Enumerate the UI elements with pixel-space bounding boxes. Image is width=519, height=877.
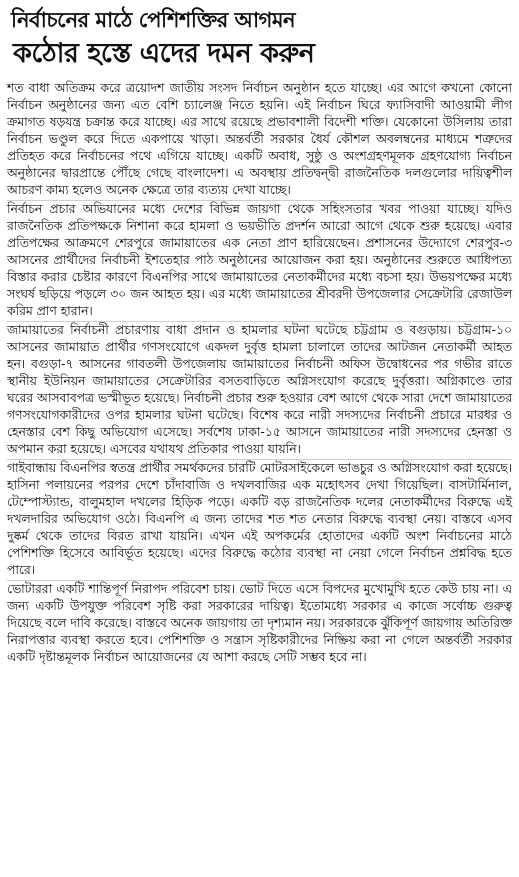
article-kicker: নির্বাচনের মাঠে পেশিশক্তির আগমন	[11, 8, 296, 32]
article-paragraph: নির্বাচন প্রচার অভিযানের মধ্যে দেশের বিভিন্ন জায়গা থেকে সহিংসতার খবর পাওয়া যাচ্ছে। যদিও রাজনৈতিক প্রতিপক্ষকে নিশানা করে হামলা ও ভয়ভীতি প্রদর্শন আরো আগে থেকে শুরু হয়েছে। এবার প্রতিপক্ষের আক্রমণে শেরপুরে জামায়াতের এক নেতা প্রাণ হারিয়েছেন। প্রশাসনের উদ্যোগে শেরপুর-৩ আসনের প্রার্থীদের নির্বাচনী ইশতেহার পাঠ অনুষ্ঠানের আয়োজন করা হয়। অনুষ্ঠানের শুরুতে আধিপত্য বিস্তার করার চেষ্টার কারণে বিএনপির সাথে জামায়াতের নেতাকর্মীদের মধ্যে বচসা হয়। উভয়পক্ষের মধ্যে সংঘর্ষ ছড়িয়ে পড়লে ৩০ জন আহত হয়। এর মধ্যে জামায়াতের শ্রীবরদী উপজেলার সেক্রেটারি রেজাউল করিম প্রাণ হারান।	[7, 202, 512, 318]
article-paragraph: শত বাধা অতিক্রম করে ত্রয়োদশ জাতীয় সংসদ নির্বাচন অনুষ্ঠান হতে যাচ্ছে। এর আগে কখনো কোনো নির্বাচন অনুষ্ঠানের জন্য এত বেশি চ্যালেঞ্জ নিতে হয়নি। এই নির্বাচন ঘিরে ফ্যাসিবাদী আওয়ামী লীগ ক্রমাগত ষড়যন্ত্র চক্রান্ত করে যাচ্ছে। এর সাথে রয়েছে প্রভাবশালী বিদেশী শক্তি। যেকোনো উসিলায় তারা নির্বাচন ভণ্ডুল করে দিতে একপায়ে খাড়া। অন্তর্বর্তী সরকার ধৈর্য কৌশল অবলম্বনের মাধ্যমে শত্রুদের প্রতিহত করে নির্বাচনের পথে এগিয়ে যাচ্ছে। একটি অবাধ, সুষ্ঠু ও অংশগ্রহণমূলক গ্রহণযোগ্য নির্বাচন অনুষ্ঠানের দ্বারপ্রান্তে পৌঁছে গেছে বাংলাদেশ। এ অবস্থায় প্রতিদ্বন্দ্বী রাজনৈতিক দলগুলোর দায়িত্বশীল আচরণ কাম্য হলেও অনেক ক্ষেত্রে তার ব্যত্যয় দেখা যাচ্ছে।	[7, 81, 512, 197]
article-paragraph: গাইবান্ধায় বিএনপির স্বতন্ত্র প্রার্থীর সমর্থকদের চারটি মোটরসাইকেলে ভাঙচুর ও অগ্নিসংযোগ করা হয়েছে। হাসিনা পলায়নের পরপর দেশে চাঁদাবাজি ও দখলবাজির এক মহোৎসব দেখা গিয়েছিল। বাসটার্মিনাল, টেম্পোস্ট্যান্ড, বালুমহাল দখলের হিড়িক পড়ে। একটি বড় রাজনৈতিক দলের নেতাকর্মীদের বিরুদ্ধে এই দখলদারির অভিযোগ ওঠে। বিএনপি এ জন্য তাদের শত শত নেতার বিরুদ্ধে ব্যবস্থা নেয়। বাস্তবে এসব দুষ্কর্ম থেকে তাদের বিরত রাখা যায়নি। এখন এই অপকর্মের হোতাদের একটি অংশ নির্বাচনের মাঠে পেশিশক্তি হিসেবে আবির্ভূত হয়েছে। এদের বিরুদ্ধে কঠোর ব্যবস্থা না নেয়া গেলে নির্বাচন প্রশ্নবিদ্ধ হতে পারে।	[7, 461, 512, 577]
article-paragraph: ভোটাররা একটি শান্তিপূর্ণ নিরাপদ পরিবেশ চায়। ভোট দিতে এসে বিপদের মুখোমুখি হতে কেউ চায় না। এ জন্য একটি উপযুক্ত পরিবেশ সৃষ্টি করা সরকারের দায়িত্ব। ইতোমধ্যে সরকার এ কাজে সর্বোচ্চ গুরুত্ব দিয়েছে বলে দাবি করেছে। বাস্তবে অনেক জায়গায় তা দৃশ্যমান নয়। সরকারকে ঝুঁকিপূর্ণ জায়গায় অতিরিক্ত নিরাপত্তার ব্যবস্থা করতে হবে। পেশিশক্তি ও সন্ত্রাস সৃষ্টিকারীদের নিষ্ক্রিয় করা না গেলে অন্তর্বর্তী সরকার একটি দৃষ্টান্তমূলক নির্বাচন আয়োজনের যে আশা করছে সেটি সম্ভব হবে না।	[7, 582, 512, 664]
article-paragraph: জামায়াতের নির্বাচনী প্রচারণায় বাধা প্রদান ও হামলার ঘটনা ঘটেছে চট্টগ্রাম ও বগুড়ায়। চট্টগ্রাম-১০ আসনের জামায়াত প্রার্থীর গণসংযোগে একদল দুর্বৃত্ত হামলা চালালে তাদের আটজন নেতাকর্মী আহত হন। বগুড়া-৭ আসনের গাবতলী উপজেলায় জামায়াতের নির্বাচনী অফিস উদ্বোধনের পর গভীর রাতে স্থানীয় ইউনিয়ন জামায়াতের সেক্রেটারির বসতবাড়িতে অগ্নিসংযোগ করেছে দুর্বৃত্তরা। অগ্নিকাণ্ডে তার ঘরের আসবাবপত্র ভস্মীভূত হয়েছে। নির্বাচনী প্রচার শুরু হওয়ার বেশ আগে থেকে সারা দেশে জামায়াতের গণসংযোগকারীদের ওপর হামলার ঘটনা ঘটেছে। বিশেষ করে নারী সদস্যদের নির্বাচনী প্রচারে মারধর ও হেনস্তার বেশ কিছু অভিযোগ এসেছে। সর্বশেষ ঢাকা-১৫ আসনে জামায়াতের নারী সদস্যদের হেনস্তা ও অপমান করা হয়েছে। এসবের যথাযথ প্রতিকার পাওয়া যায়নি।	[7, 323, 512, 456]
article-body	[7, 80, 512, 666]
article-headline: কঠোর হস্তে এদের দমন করুন	[13, 38, 315, 69]
